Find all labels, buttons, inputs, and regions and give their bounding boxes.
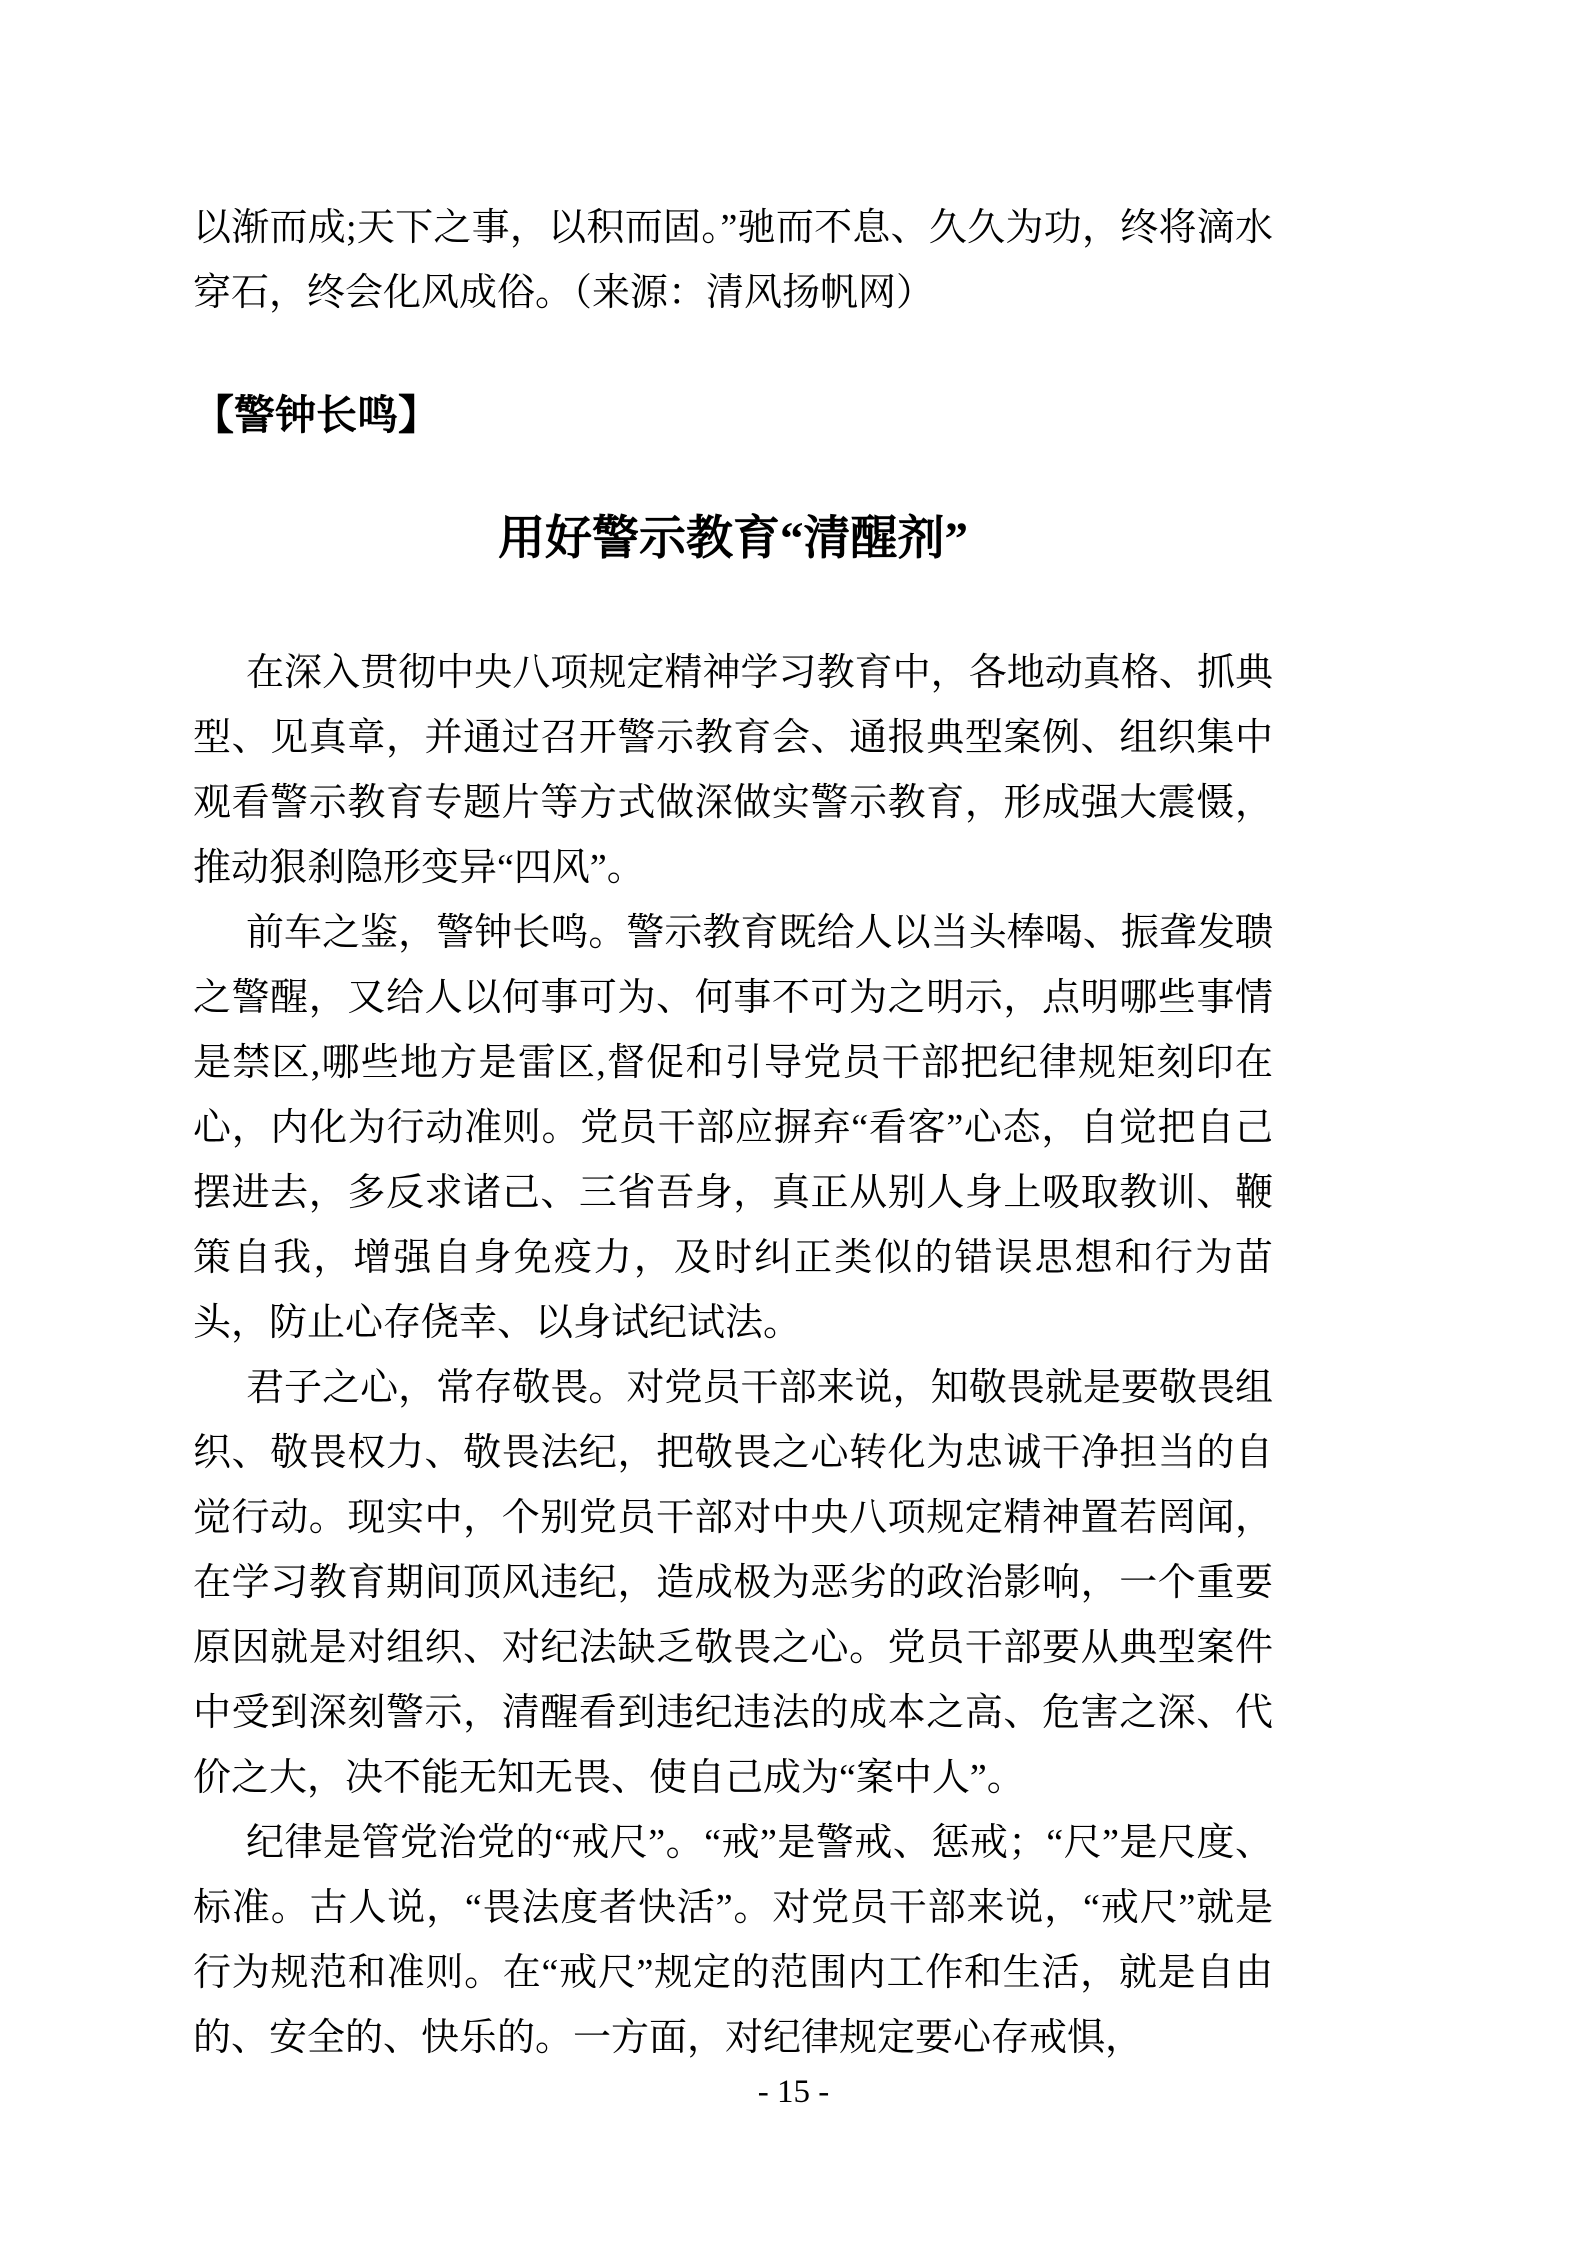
page-number: - 15 - bbox=[757, 2074, 830, 2110]
section-header: 【警钟长鸣】 bbox=[193, 392, 439, 438]
paragraph-4: 纪律是管党治党的“戒尺”。“戒”是警戒、惩戒；“尺”是尺度、标准。古人说，“畏法度者快活”。对党员干部来说，“戒尺”就是行为规范和准则。在“戒尺”规定的范围内工作和生活，就是自由的、安全的、快乐的。一方面，对纪律规定要心存戒惧， bbox=[193, 1822, 1273, 2059]
paragraph-2: 前车之鉴，警钟长鸣。警示教育既给人以当头棒喝、振聋发聩之警醒，又给人以何事可为、何事不可为之明示，点明哪些事情是禁区,哪些地方是雷区,督促和引导党员干部把纪律规矩刻印在心，内化为行动准则。党员干部应摒弃“看客”心态，自觉把自己摆进去，多反求诸己、三省吾身，真正从别人身上吸取教训、鞭策自我，增强自身免疫力，及时纠正类似的错误思想和行为苗头，防止心存侥幸、以身试纪试法。 bbox=[193, 912, 1273, 1344]
text-column bbox=[193, 196, 1273, 2071]
article-title: 用好警示教育“清醒剂” bbox=[498, 513, 968, 565]
continuation-paragraph: 以渐而成;天下之事，以积而固。”驰而不息、久久为功，终将滴水穿石，终会化风成俗。（来源：清风扬帆网） bbox=[193, 207, 1273, 314]
paragraph-1: 在深入贯彻中央八项规定精神学习教育中，各地动真格、抓典型、见真章，并通过召开警示教育会、通报典型案例、组织集中观看警示教育专题片等方式做深做实警示教育，形成强大震慑，推动狠刹隐形变异“四风”。 bbox=[193, 652, 1273, 889]
paragraph-3: 君子之心，常存敬畏。对党员干部来说，知敬畏就是要敬畏组织、敬畏权力、敬畏法纪，把敬畏之心转化为忠诚干净担当的自觉行动。现实中，个别党员干部对中央八项规定精神置若罔闻，在学习教育期间顶风违纪，造成极为恶劣的政治影响，一个重要原因就是对组织、对纪法缺乏敬畏之心。党员干部要从典型案件中受到深刻警示，清醒看到违纪违法的成本之高、危害之深、代价之大，决不能无知无畏、使自己成为“案中人”。 bbox=[193, 1367, 1273, 1799]
